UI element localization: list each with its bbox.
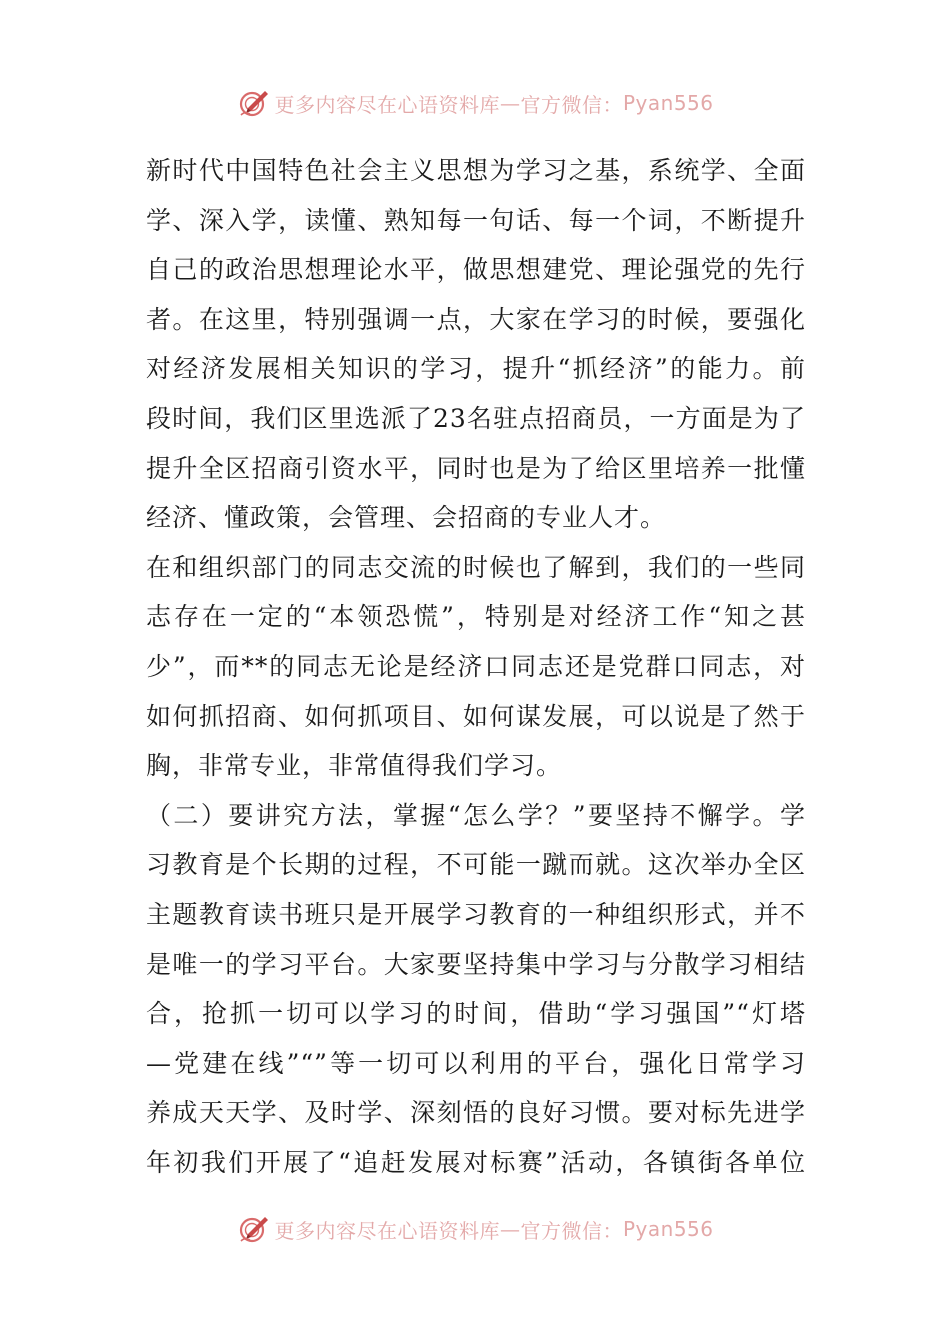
pen-logo-icon [236, 85, 272, 121]
text-line-2: 学、深入学，读懂、熟知每一句话、每一个词，不断提升 [146, 205, 806, 235]
text-line-13: 胸，非常专业，非常值得我们学习。 [146, 751, 563, 781]
text-line-5: 对经济发展相关知识的学习，提升“抓经济”的能力。前 [146, 354, 806, 384]
text-line-1: 新时代中国特色社会主义思想为学习之基，系统学、全面 [146, 156, 806, 185]
text-line-18: 合，抢抓一切可以学习的时间，借助“学习强国”“灯塔 [146, 999, 806, 1029]
text-line-9: 在和组织部门的同志交流的时候也了解到，我们的一些同 [146, 552, 806, 582]
text-line-14: （二）要讲究方法，掌握“怎么学？”要坚持不懈学。学 [146, 800, 806, 830]
watermark-site-text: 更多内容尽在心语资料库 [274, 92, 500, 117]
watermark-dash: — [499, 91, 521, 115]
text-line-21: 年初我们开展了“追赶发展对标赛”活动，各镇街各单位 [146, 1147, 806, 1177]
watermark-dash: — [499, 1217, 521, 1241]
watermark-contact-label: 官方微信： [520, 1218, 623, 1243]
watermark-site-text: 更多内容尽在心语资料库 [274, 1218, 500, 1243]
text-line-17: 是唯一的学习平台。大家要坚持集中学习与分散学习相结 [146, 949, 806, 979]
document-body [146, 146, 806, 1187]
text-line-11: 少”，而**的同志无论是经济口同志还是党群口同志，对 [146, 651, 806, 681]
footer-watermark [0, 1209, 950, 1249]
watermark-contact-label: 官方微信： [520, 92, 623, 117]
pen-logo-icon [236, 1211, 272, 1247]
text-line-16: 主题教育读书班只是开展学习教育的一种组织形式，并不 [146, 899, 806, 929]
text-line-6: 段时间，我们区里选派了23名驻点招商员，一方面是为了 [146, 403, 806, 433]
text-line-7: 提升全区招商引资水平，同时也是为了给区里培养一批懂 [146, 453, 806, 483]
text-line-4: 者。在这里，特别强调一点，大家在学习的时候，要强化 [146, 304, 806, 334]
text-line-19: —党建在线”“”等一切可以利用的平台，强化日常学习 [146, 1048, 806, 1078]
text-line-8: 经济、懂政策，会管理、会招商的专业人才。 [146, 503, 667, 533]
text-line-20: 养成天天学、及时学、深刻悟的良好习惯。要对标先进学 [146, 1098, 806, 1128]
watermark-contact-id: Pyan556 [622, 1217, 714, 1241]
text-line-12: 如何抓招商、如何抓项目、如何谋发展，可以说是了然于 [146, 701, 806, 731]
text-line-10: 志存在一定的“本领恐慌”，特别是对经济工作“知之甚 [146, 602, 806, 632]
text-line-3: 自己的政治思想理论水平，做思想建党、理论强党的先行 [146, 255, 806, 285]
header-watermark [0, 83, 950, 123]
watermark-contact-id: Pyan556 [622, 91, 714, 115]
text-line-15: 习教育是个长期的过程，不可能一蹴而就。这次举办全区 [146, 850, 806, 880]
